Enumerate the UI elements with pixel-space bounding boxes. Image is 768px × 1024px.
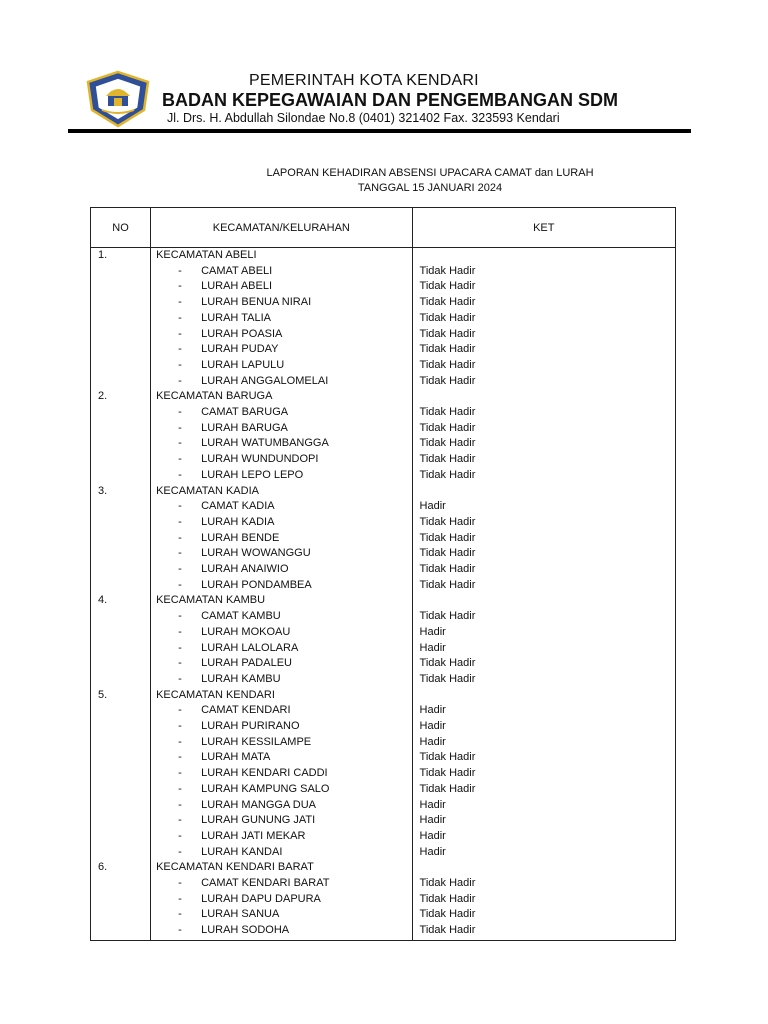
section-number: 4. — [98, 594, 108, 607]
list-bullet-dash: - — [178, 296, 182, 309]
list-item-official: LURAH WUNDUNDOPI — [201, 453, 319, 466]
attendance-status: Hadir — [419, 735, 446, 748]
list-item-official: LURAH ANGGALOMELAI — [201, 374, 329, 387]
list-bullet-dash: - — [178, 672, 182, 685]
list-bullet-dash: - — [178, 735, 182, 748]
section-kecamatan-name: KECAMATAN KENDARI — [156, 688, 275, 701]
list-item-official: LURAH SODOHA — [201, 924, 290, 937]
list-item-official: LURAH TALIA — [201, 311, 271, 324]
ket-column-cell — [412, 248, 675, 941]
letterhead — [84, 70, 694, 134]
list-item-official: LURAH POASIA — [201, 327, 283, 340]
letterhead-agency: BADAN KEPEGAWAIAN DAN PENGEMBANGAN SDM — [162, 90, 619, 110]
section-kecamatan-name: KECAMATAN KAMBU — [156, 594, 266, 607]
list-item-official: LURAH PONDAMBEA — [201, 578, 312, 591]
list-item-official: CAMAT KAMBU — [201, 610, 281, 623]
section-kecamatan-name: KECAMATAN ABELI — [156, 249, 257, 261]
section-number: 3. — [98, 484, 108, 497]
list-item-official: CAMAT KENDARI — [201, 704, 291, 717]
list-item-official: LURAH JATI MEKAR — [201, 829, 306, 842]
list-item-official: LURAH WATUMBANGGA — [201, 437, 329, 450]
attendance-status: Hadir — [419, 845, 446, 858]
list-item-official: LURAH GUNUNG JATI — [201, 814, 316, 827]
attendance-status: Tidak Hadir — [419, 563, 476, 575]
letterhead-address: Jl. Drs. H. Abdullah Silondae No.8 (0401) 321402 Fax. 323593 Kendari — [167, 111, 560, 125]
attendance-status: Hadir — [419, 641, 446, 654]
attendance-status: Tidak Hadir — [419, 406, 476, 418]
list-item-official: LURAH LAPULU — [201, 358, 285, 371]
list-bullet-dash: - — [178, 280, 182, 293]
attendance-status: Tidak Hadir — [419, 515, 476, 528]
attendance-status: Hadir — [419, 798, 446, 811]
attendance-status: Hadir — [419, 625, 446, 638]
list-bullet-dash: - — [178, 406, 182, 418]
list-item-official: LURAH BENDE — [201, 531, 280, 544]
attendance-status: Tidak Hadir — [419, 327, 476, 340]
attendance-status: Tidak Hadir — [419, 751, 476, 764]
list-bullet-dash: - — [178, 767, 182, 780]
attendance-status: Tidak Hadir — [419, 311, 476, 324]
attendance-status: Tidak Hadir — [419, 421, 476, 434]
attendance-status: Tidak Hadir — [419, 672, 476, 685]
list-bullet-dash: - — [178, 877, 182, 889]
list-item-official: LURAH LEPO LEPO — [201, 468, 304, 481]
list-item-official: LURAH MANGGA DUA — [201, 798, 317, 811]
attendance-status: Tidak Hadir — [419, 547, 476, 560]
section-number: 6. — [98, 861, 108, 874]
attendance-status: Tidak Hadir — [419, 343, 476, 356]
list-bullet-dash: - — [178, 625, 182, 638]
list-bullet-dash: - — [178, 908, 182, 921]
table-header-row — [91, 208, 676, 248]
list-item-official: LURAH ABELI — [201, 280, 273, 293]
list-item-official: LURAH LALOLARA — [201, 641, 299, 654]
list-bullet-dash: - — [178, 720, 182, 732]
list-bullet-dash: - — [178, 610, 182, 623]
list-item-official: LURAH KADIA — [201, 515, 275, 528]
attendance-status: Tidak Hadir — [419, 296, 476, 309]
section-kecamatan-name: KECAMATAN BARUGA — [156, 390, 273, 403]
section-kecamatan-name: KECAMATAN KADIA — [156, 484, 259, 497]
attendance-status: Tidak Hadir — [419, 908, 476, 921]
list-bullet-dash: - — [178, 421, 182, 434]
table-body-row — [91, 248, 676, 941]
list-item-official: CAMAT ABELI — [201, 264, 273, 277]
list-item-official: LURAH KANDAI — [201, 845, 283, 858]
list-item-official: LURAH KESSILAMPE — [201, 735, 312, 748]
list-item-official: LURAH PADALEU — [201, 657, 292, 670]
list-bullet-dash: - — [178, 563, 182, 575]
attendance-status: Tidak Hadir — [419, 892, 476, 905]
section-number: 5. — [98, 688, 108, 701]
attendance-status: Tidak Hadir — [419, 264, 476, 277]
list-item-official: LURAH PURIRANO — [201, 720, 300, 732]
attendance-status: Hadir — [419, 829, 446, 842]
kendari-city-emblem-icon — [84, 70, 152, 128]
list-item-official: LURAH KENDARI CADDI — [201, 767, 328, 780]
attendance-status: Hadir — [419, 704, 446, 717]
list-bullet-dash: - — [178, 892, 182, 905]
list-bullet-dash: - — [178, 437, 182, 450]
list-bullet-dash: - — [178, 453, 182, 466]
list-bullet-dash: - — [178, 343, 182, 356]
attendance-status: Tidak Hadir — [419, 610, 476, 623]
attendance-status: Tidak Hadir — [419, 468, 476, 481]
attendance-status: Tidak Hadir — [419, 767, 476, 780]
report-title: LAPORAN KEHADIRAN ABSENSI UPACARA CAMAT dan LURAH — [266, 167, 594, 179]
list-item-official: CAMAT BARUGA — [201, 406, 289, 418]
list-item-official: LURAH BARUGA — [201, 421, 288, 434]
list-item-official: LURAH KAMBU — [201, 672, 281, 685]
attendance-status: Tidak Hadir — [419, 578, 476, 591]
list-bullet-dash: - — [178, 374, 182, 387]
attendance-status: Hadir — [419, 814, 446, 827]
list-bullet-dash: - — [178, 547, 182, 560]
kecamatan-column-cell — [151, 248, 412, 941]
attendance-status: Tidak Hadir — [419, 280, 476, 293]
list-item-official: LURAH MOKOAU — [201, 625, 291, 638]
attendance-status: Tidak Hadir — [419, 374, 476, 387]
section-number: 2. — [98, 390, 108, 403]
attendance-status: Hadir — [419, 720, 446, 732]
list-item-official: LURAH MATA — [201, 751, 271, 764]
attendance-status: Tidak Hadir — [419, 453, 476, 466]
list-item-official: LURAH BENUA NIRAI — [201, 296, 312, 309]
list-bullet-dash: - — [178, 845, 182, 858]
letterhead-divider — [68, 129, 691, 133]
attendance-status: Tidak Hadir — [419, 877, 476, 889]
attendance-status: Tidak Hadir — [419, 437, 476, 450]
list-bullet-dash: - — [178, 531, 182, 544]
attendance-status: Hadir — [419, 500, 446, 513]
list-bullet-dash: - — [178, 704, 182, 717]
list-item-official: LURAH SANUA — [201, 908, 280, 921]
list-bullet-dash: - — [178, 798, 182, 811]
list-bullet-dash: - — [178, 641, 182, 654]
section-number: 1. — [98, 249, 108, 261]
attendance-status: Tidak Hadir — [419, 358, 476, 371]
no-column-cell — [91, 248, 151, 941]
list-item-official: LURAH ANAIWIO — [201, 563, 289, 575]
list-bullet-dash: - — [178, 782, 182, 795]
list-bullet-dash: - — [178, 829, 182, 842]
list-bullet-dash: - — [178, 264, 182, 277]
attendance-status: Tidak Hadir — [419, 657, 476, 670]
list-item-official: CAMAT KADIA — [201, 500, 275, 513]
section-kecamatan-name: KECAMATAN KENDARI BARAT — [156, 861, 314, 874]
list-item-official: LURAH KAMPUNG SALO — [201, 782, 330, 795]
attendance-table — [90, 207, 676, 941]
attendance-status: Tidak Hadir — [419, 782, 476, 795]
list-item-official: CAMAT KENDARI BARAT — [201, 877, 330, 889]
column-header-kecamatan: KECAMATAN/KELURAHAN — [151, 208, 412, 248]
list-item-official: LURAH WOWANGGU — [201, 547, 311, 560]
list-bullet-dash: - — [178, 814, 182, 827]
list-bullet-dash: - — [178, 578, 182, 591]
list-bullet-dash: - — [178, 358, 182, 371]
attendance-status: Tidak Hadir — [419, 531, 476, 544]
list-bullet-dash: - — [178, 327, 182, 340]
list-bullet-dash: - — [178, 468, 182, 481]
report-date: TANGGAL 15 JANUARI 2024 — [357, 182, 503, 194]
column-header-no: NO — [91, 208, 151, 248]
letterhead-government: PEMERINTAH KOTA KENDARI — [249, 72, 479, 89]
list-bullet-dash: - — [178, 657, 182, 670]
list-item-official: LURAH DAPU DAPURA — [201, 892, 321, 905]
list-bullet-dash: - — [178, 751, 182, 764]
column-header-ket: KET — [412, 208, 675, 248]
list-bullet-dash: - — [178, 500, 182, 513]
list-bullet-dash: - — [178, 311, 182, 324]
attendance-status: Tidak Hadir — [419, 924, 476, 937]
list-bullet-dash: - — [178, 515, 182, 528]
list-bullet-dash: - — [178, 924, 182, 937]
list-item-official: LURAH PUDAY — [201, 343, 279, 356]
